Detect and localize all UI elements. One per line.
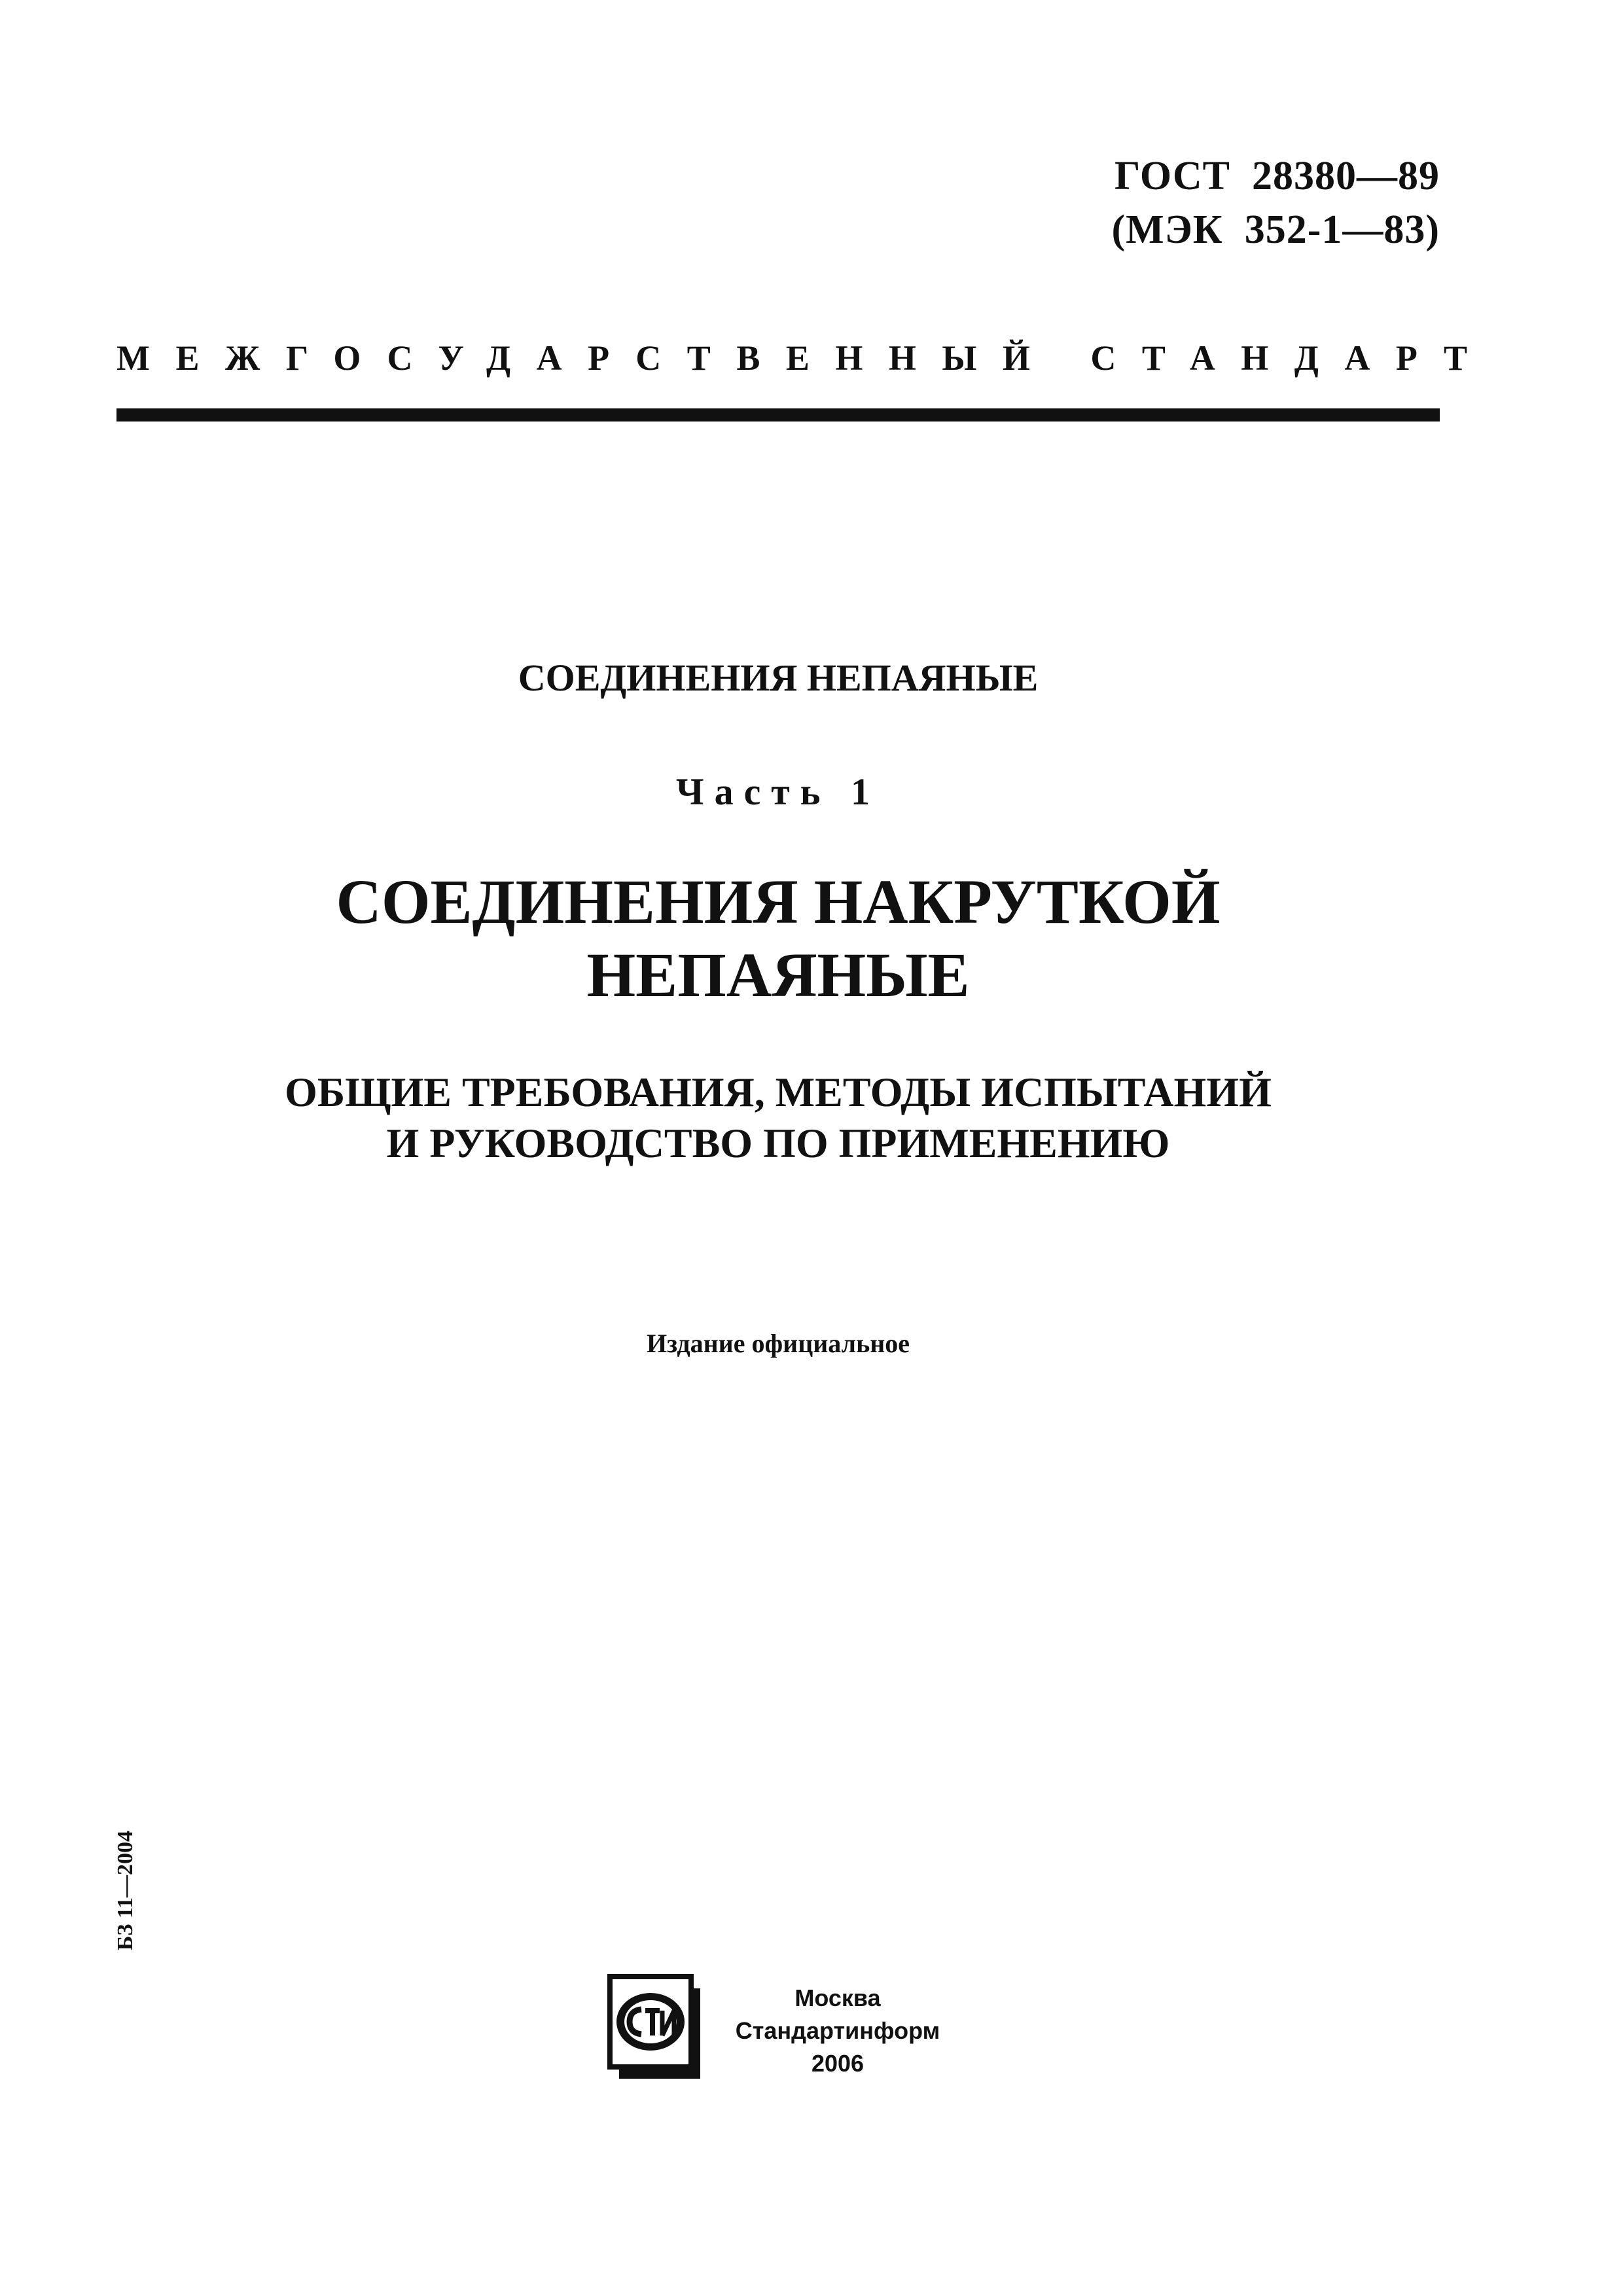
header-divider (116, 408, 1440, 422)
standartinform-logo-icon (607, 1971, 704, 2083)
document-subtitle-line2: НЕПАЯНЫЕ (586, 940, 970, 1010)
document-description-line2: И РУКОВОДСТВО ПО ПРИМЕНЕНИЮ (386, 1120, 1170, 1166)
publisher-city: Москва (794, 1984, 881, 2011)
standard-number-gost: ГОСТ 28380—89 (1114, 154, 1440, 198)
publisher-name: Стандартинформ (735, 2017, 940, 2044)
document-subtitle-line1: СОЕДИНЕНИЯ НАКРУТКОЙ (336, 867, 1221, 937)
publisher-info (713, 1982, 962, 2080)
publisher-year: 2006 (811, 2050, 865, 2077)
document-subtitle (116, 865, 1440, 1012)
document-part: Часть 1 (676, 770, 880, 813)
document-description-line1: ОБЩИЕ ТРЕБОВАНИЯ, МЕТОДЫ ИСПЫТАНИЙ (285, 1069, 1272, 1115)
document-title: СОЕДИНЕНИЯ НЕПАЯНЫЕ (518, 656, 1039, 699)
document-description (116, 1067, 1440, 1169)
side-code-text: БЗ 11—2004 (113, 1830, 137, 1950)
edition-label: Издание официальное (646, 1329, 910, 1358)
standard-category: МЕЖГОСУДАРСТВЕННЫЙ СТАНДАРТ (116, 338, 1493, 378)
standard-number (1112, 149, 1440, 257)
standard-number-iec: (МЭК 352-1—83) (1111, 207, 1440, 252)
